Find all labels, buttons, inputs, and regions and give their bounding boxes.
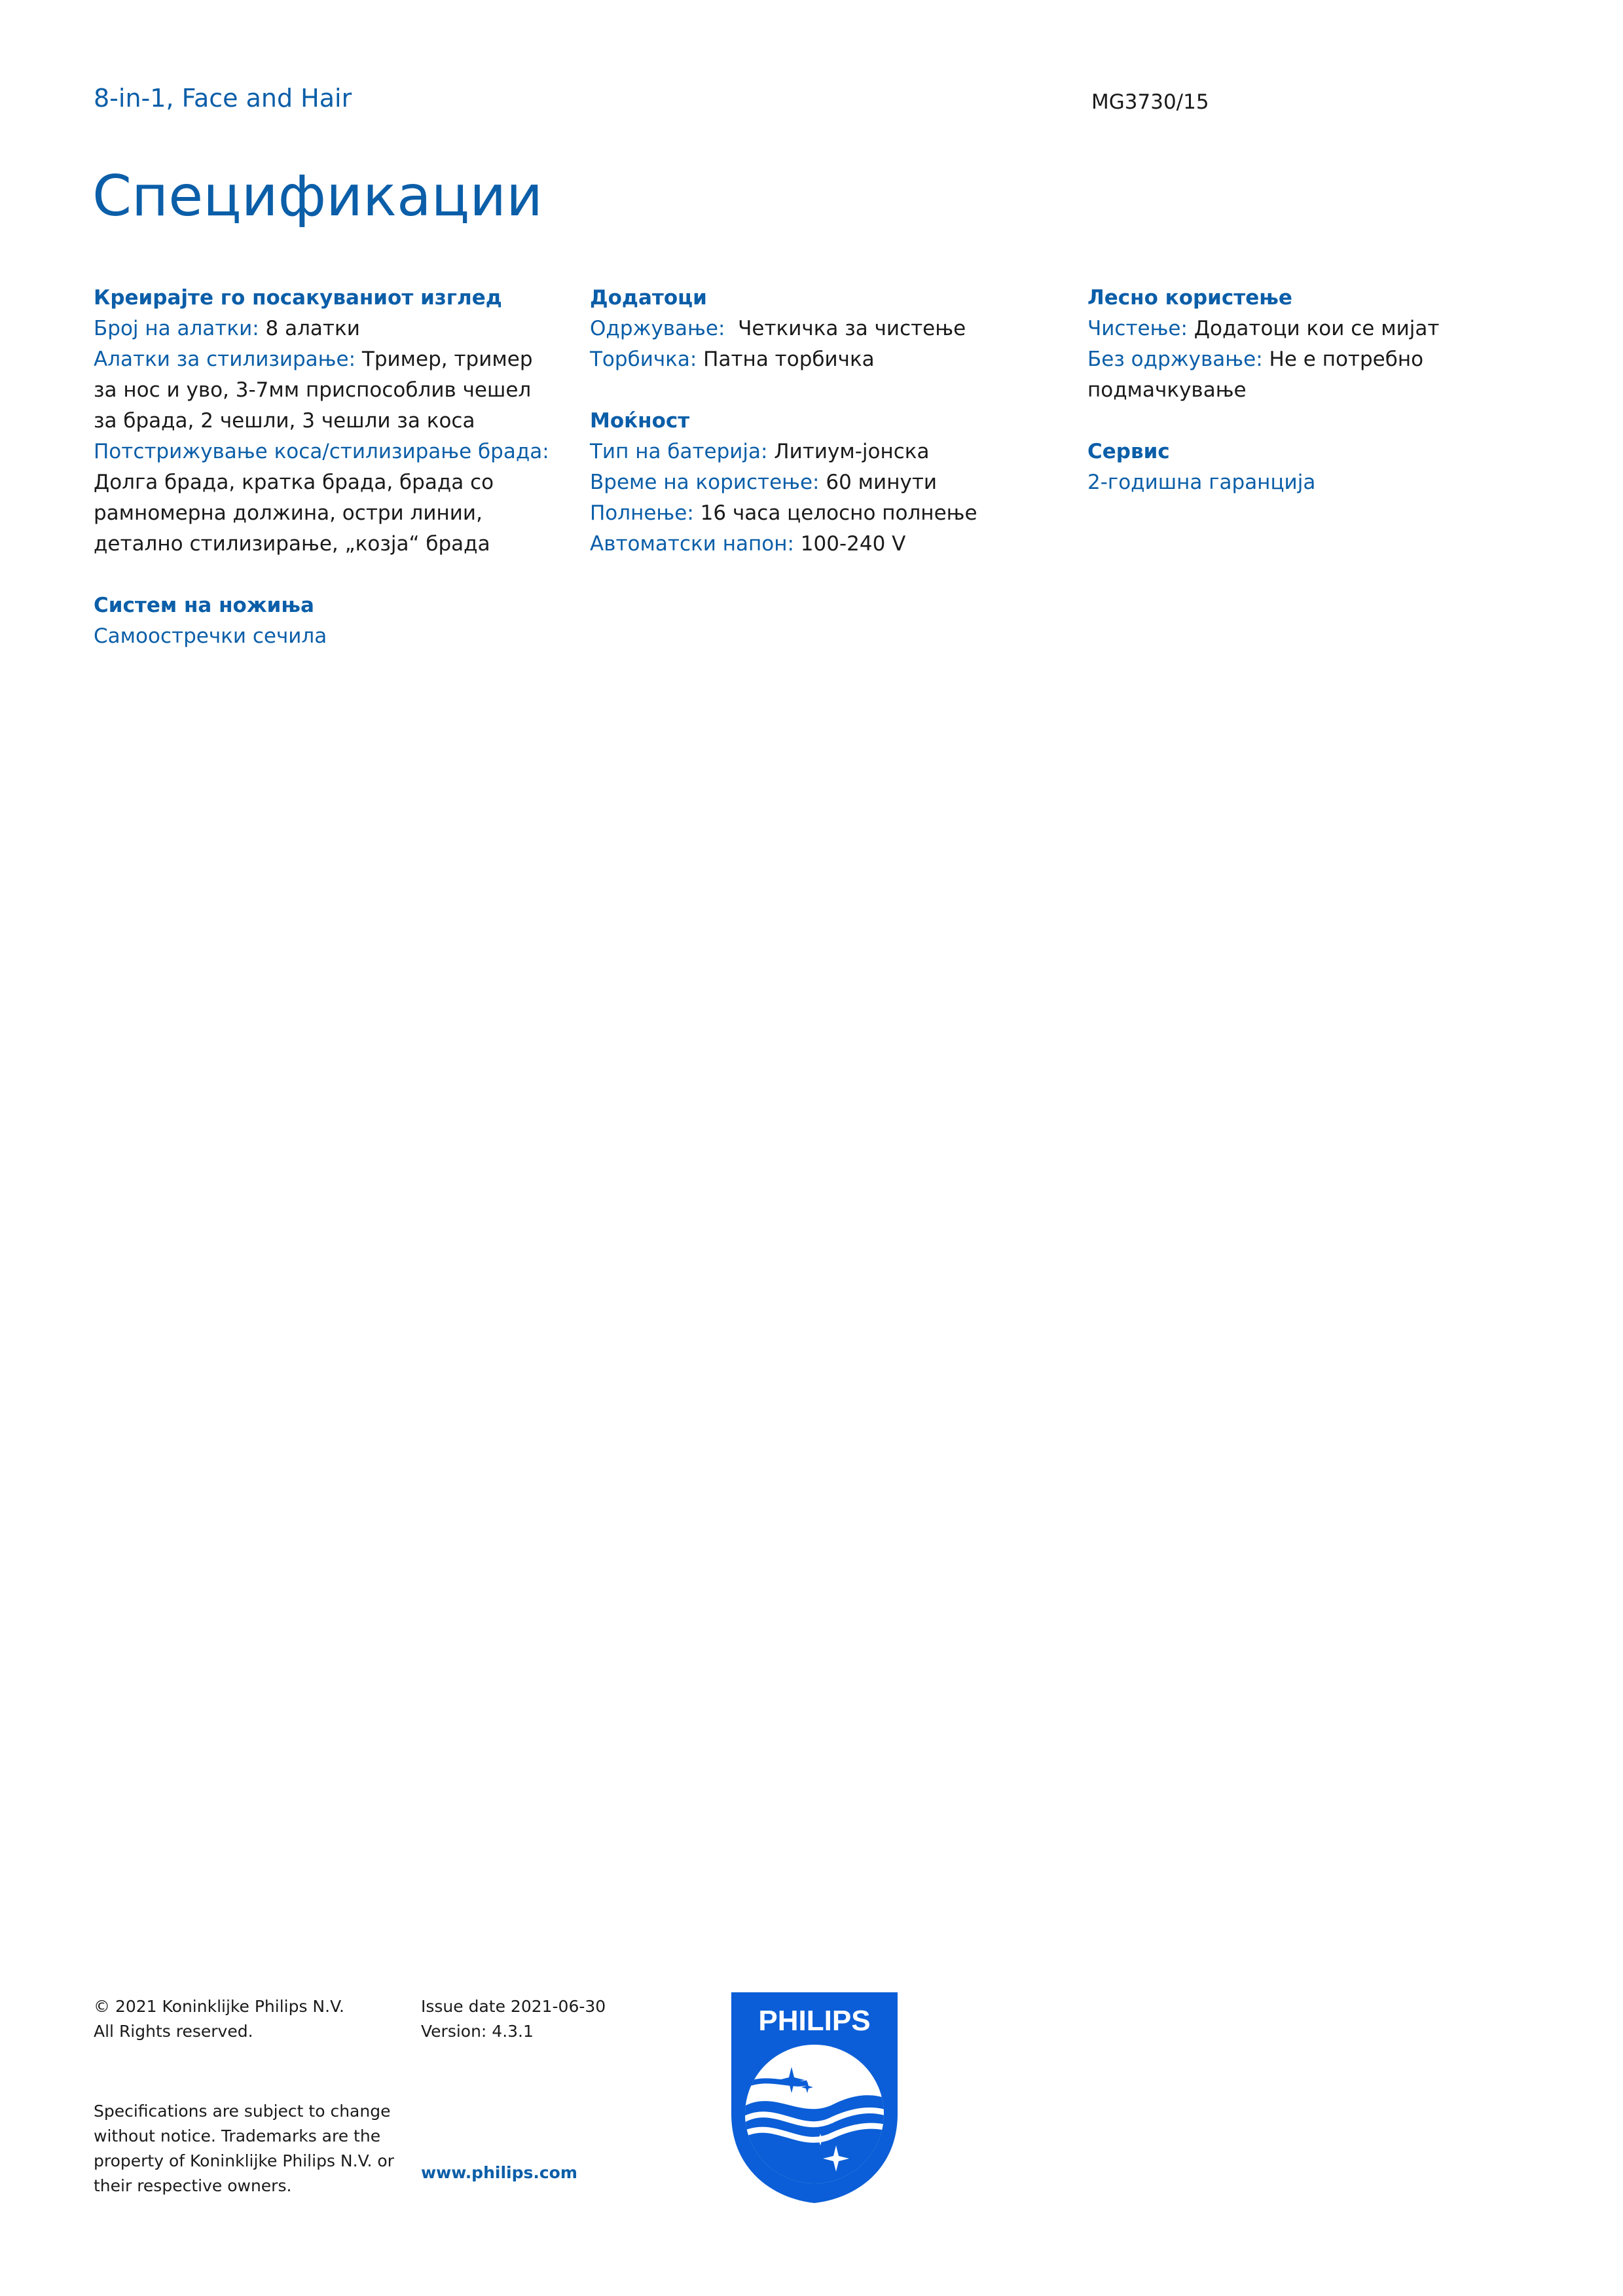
spec-column-1 (94, 283, 552, 683)
rights-line: All Rights reserved. (94, 2022, 253, 2041)
issue-date: Issue date 2021-06-30 (421, 1997, 606, 2016)
spec-label: Полнење: (590, 501, 694, 525)
section-title: Систем на ножиња (94, 594, 314, 617)
model-number: MG3730/15 (1091, 90, 1209, 114)
version: Version: 4.3.1 (421, 2022, 534, 2041)
spec-row (94, 314, 552, 344)
spec-section (590, 283, 1048, 375)
spec-section (94, 283, 552, 560)
spec-label: Време на користење: (590, 471, 820, 494)
spec-label: Потстрижување коса/стилизирање брада: (94, 440, 549, 463)
spec-value: Не е потребно подмачкување (1087, 348, 1424, 402)
spec-column-3 (1087, 283, 1546, 529)
spec-label: Торбичка: (590, 348, 697, 371)
spec-row (590, 314, 1048, 344)
spec-row (1087, 467, 1546, 498)
spec-row (1087, 344, 1546, 406)
spec-row (590, 437, 1048, 467)
spec-row (94, 621, 552, 652)
spec-label: Број на алатки: (94, 317, 259, 340)
section-title: Моќност (590, 409, 690, 433)
spec-row (94, 437, 552, 560)
spec-row (1087, 314, 1546, 344)
spec-value: Четкичка за чистење (725, 317, 966, 340)
spec-section (1087, 283, 1546, 406)
page-title: Спецификации (92, 164, 543, 229)
spec-value: 60 минути (819, 471, 938, 494)
spec-section (1087, 437, 1546, 498)
copyright-block (94, 1994, 395, 2044)
section-title: Сервис (1087, 440, 1170, 463)
product-subtitle: 8-in-1, Face and Hair (94, 84, 352, 113)
spec-value: Литиум-јонска (767, 440, 930, 463)
spec-value: Патна торбичка (697, 348, 875, 371)
spec-section (94, 590, 552, 652)
spec-label: 2-годишна гаранција (1087, 471, 1316, 494)
spec-value: Долга брада, кратка брада, брада со рамномерна должина, остри линии, детално стилизирање, „козја“ брада (94, 471, 494, 556)
spec-value: Тример, тример за нос и уво, 3-7мм приспособлив чешел за брада, 2 чешли, 3 чешли за коса (94, 348, 533, 433)
spec-label: Тип на батерија: (590, 440, 768, 463)
spec-label: Без одржување: (1087, 348, 1263, 371)
spec-label: Одржување: (590, 317, 725, 340)
section-title: Лесно користење (1087, 286, 1292, 310)
spec-value: 8 алатки (259, 317, 360, 340)
spec-label: Автоматски напон: (590, 532, 794, 556)
website-link[interactable]: www.philips.com (421, 2163, 577, 2182)
section-title: Креирајте го посакуваниот изглед (94, 286, 502, 310)
spec-value: 16 часа целосно полнење (693, 501, 977, 525)
spec-label: Чистење: (1087, 317, 1188, 340)
copyright-line: © 2021 Koninklijke Philips N.V. (94, 1997, 344, 2016)
spec-row (590, 498, 1048, 529)
spec-row (590, 529, 1048, 560)
disclaimer: Specifications are subject to change without notice. Trademarks are the property of Koninklijke Philips N.V. or their respective owners. (94, 2102, 394, 2195)
spec-row (590, 467, 1048, 498)
spec-label: Алатки за стилизирање: (94, 348, 356, 371)
spec-value: 100-240 V (793, 532, 906, 556)
spec-section (590, 406, 1048, 560)
spec-row (590, 344, 1048, 375)
issue-block (421, 1994, 670, 2044)
section-title: Додатоци (590, 286, 707, 310)
spec-row (94, 344, 552, 437)
spec-value: Додатоци кои се мијат (1187, 317, 1440, 340)
logo-wordmark: PHILIPS (758, 2005, 871, 2037)
spec-column-2 (590, 283, 1048, 590)
spec-label: Самоостречки сечила (94, 624, 327, 648)
philips-shield-logo (729, 1990, 900, 2206)
